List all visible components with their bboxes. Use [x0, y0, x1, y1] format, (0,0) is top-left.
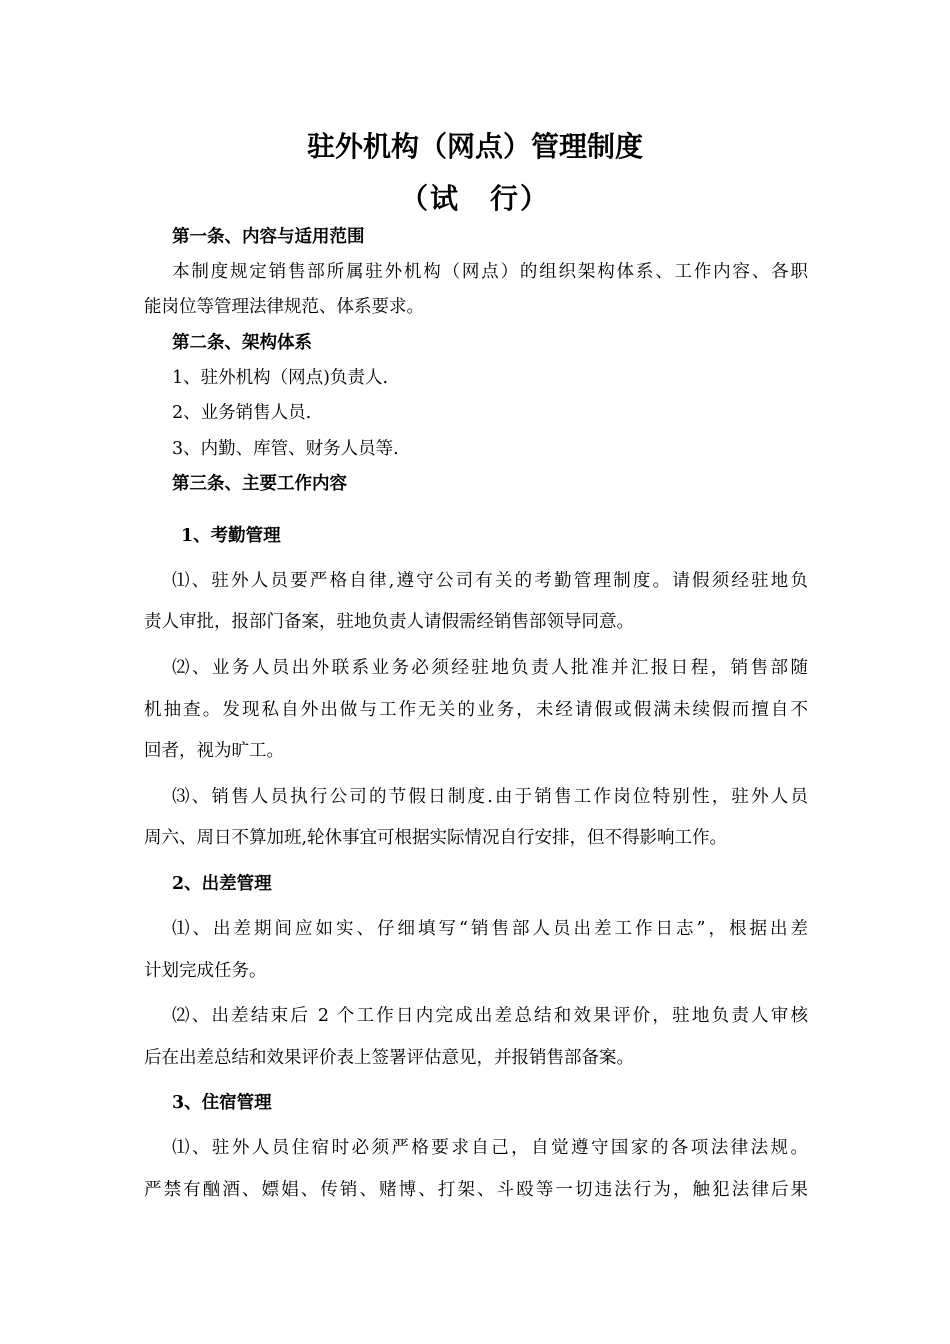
subsection-heading: 3、住宿管理 [172, 1093, 272, 1113]
section-1-heading: 第一条、内容与适用范围 [172, 227, 365, 247]
paragraph-line: ⑶、销售人员执行公司的节假日制度.由于销售工作岗位特别性，驻外人员 [172, 787, 808, 807]
paragraph-line: ⑴、驻外人员要严格自律,遵守公司有关的考勤管理制度。请假须经驻地负 [172, 571, 808, 591]
subsection-heading: 2、出差管理 [172, 874, 272, 894]
paragraph-line: 责人审批，报部门备案，驻地负责人请假需经销售部领导同意。 [144, 612, 634, 632]
list-item: 2、业务销售人员. [172, 403, 312, 423]
section-3-heading: 第三条、主要工作内容 [172, 474, 347, 494]
paragraph-line: 周六、周日不算加班,轮休事宜可根据实际情况自行安排，但不得影响工作。 [144, 828, 728, 848]
paragraph-line: ⑵、出差结束后 2 个工作日内完成出差总结和效果评价，驻地负责人审核 [172, 1006, 808, 1026]
paragraph-line: 机抽查。发现私自外出做与工作无关的业务，未经请假或假满未续假而擅自不 [144, 700, 808, 720]
paragraph-line: 能岗位等管理法律规范、体系要求。 [144, 297, 424, 317]
subsection-heading: 1、考勤管理 [181, 526, 281, 546]
paragraph-line: 回者，视为旷工。 [144, 741, 284, 761]
paragraph-line: 计划完成任务。 [144, 961, 267, 981]
list-item: 3、内勤、库管、财务人员等. [172, 439, 399, 459]
paragraph-line: ⑴、出差期间应如实、仔细填写“销售部人员出差工作日志”，根据出差 [172, 919, 808, 939]
paragraph-line: ⑴、驻外人员住宿时必须严格要求自己，自觉遵守国家的各项法律法规。 [172, 1138, 808, 1158]
list-item: 1、驻外机构（网点)负责人. [172, 368, 389, 388]
document-title: 驻外机构（网点）管理制度 [306, 130, 643, 163]
section-2-heading: 第二条、架构体系 [172, 333, 312, 353]
paragraph-line: ⑵、业务人员出外联系业务必须经驻地负责人批准并汇报日程，销售部随 [172, 658, 808, 678]
paragraph-line: 本制度规定销售部所属驻外机构（网点）的组织架构体系、工作内容、各职 [172, 262, 808, 282]
paragraph-line: 后在出差总结和效果评价表上签署评估意见，并报销售部备案。 [144, 1048, 634, 1068]
document-subtitle: （试 行） [399, 182, 550, 215]
paragraph-line: 严禁有酗酒、嫖娼、传销、赌博、打架、斗殴等一切违法行为，触犯法律后果 [144, 1180, 808, 1200]
